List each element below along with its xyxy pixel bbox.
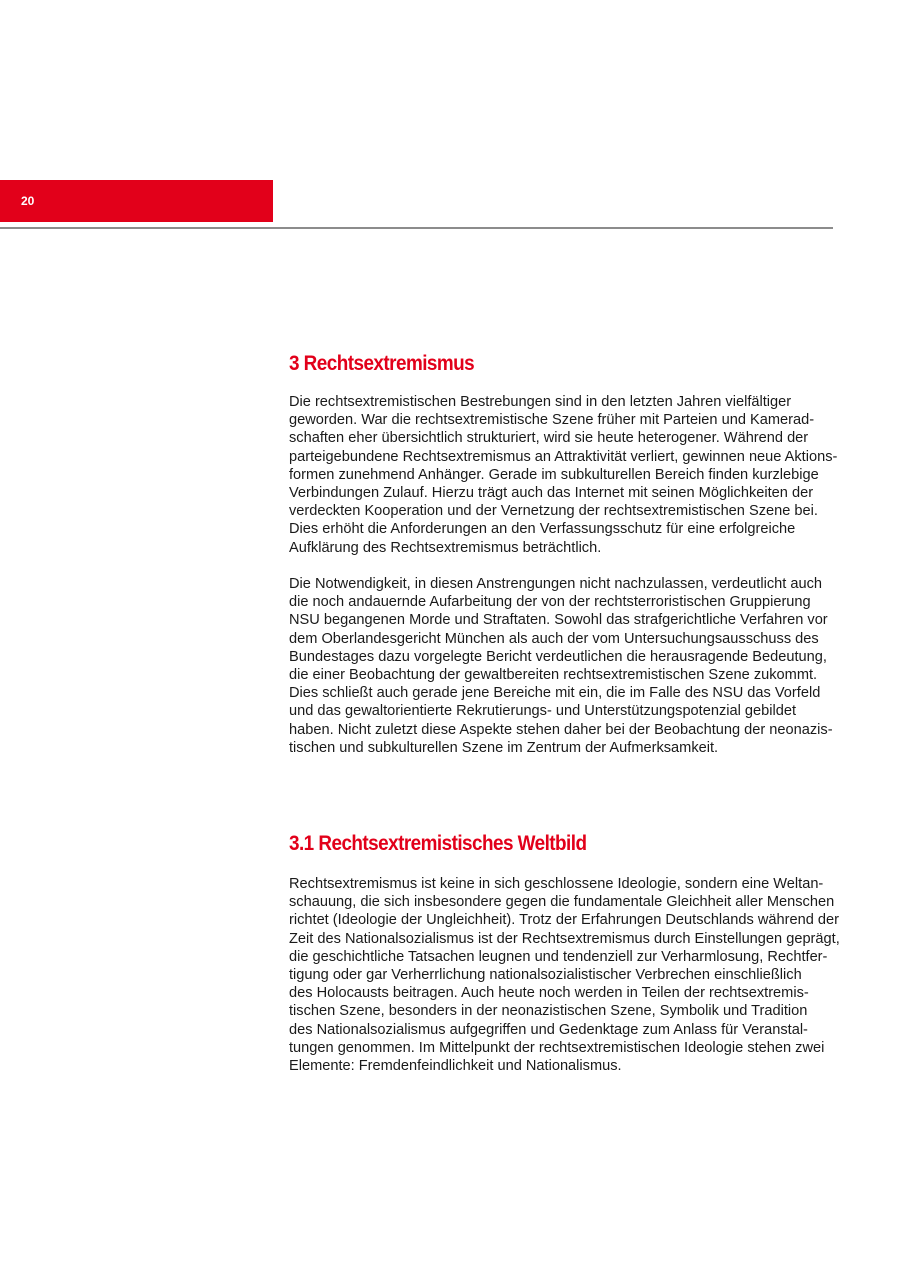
text-line: tungen genommen. Im Mittelpunkt der rechtsextremistischen Ideologie stehen zwei: [289, 1039, 825, 1056]
text-line: tigung oder gar Verherrlichung nationalsozialistischer Verbrechen einschließlich: [289, 967, 802, 984]
text-line: Bundestages dazu vorgelegte Bericht verdeutlichen die herausragende Bedeutung,: [289, 648, 827, 665]
text-line: richtet (Ideologie der Ungleichheit). Trotz der Erfahrungen Deutschlands während der: [289, 912, 840, 929]
text-line: tischen und subkulturellen Szene im Zentrum der Aufmerksamkeit.: [289, 739, 719, 756]
text-line: verdeckten Kooperation und der Vernetzung der rechtsextremistischen Szene bei.: [289, 503, 818, 520]
text-line: geworden. War die rechtsextremistische Szene früher mit Parteien und Kamerad-: [289, 412, 815, 429]
section1-paragraph-2: [289, 575, 849, 757]
text-line: und das gewaltorientierte Rekrutierungs- und Unterstützungspotenzial gebildet: [289, 703, 797, 720]
text-line: Dies schließt auch gerade jene Bereiche mit ein, die im Falle des NSU das Vorfeld: [289, 685, 821, 702]
text-line: Die rechtsextremistischen Bestrebungen sind in den letzten Jahren vielfältiger: [289, 394, 792, 410]
header-rule: [0, 227, 833, 229]
text-line: des Nationalsozialismus aufgegriffen und Gedenktage zum Anlass für Veranstal-: [289, 1021, 808, 1038]
text-line: die noch andauernde Aufarbeitung der von der rechtsterroristischen Gruppierung: [289, 594, 811, 611]
text-line: die einer Beobachtung der gewaltbereiten rechtsextremistischen Szene zukommt.: [289, 667, 818, 684]
text-line: schaften eher übersichtlich strukturiert, wird sie heute heterogener. Während der: [289, 430, 809, 447]
text-line: Elemente: Fremdenfeindlichkeit und Nationalismus.: [289, 1058, 622, 1075]
section-heading-rechtsextremismus: 3 Rechtsextremismus: [289, 352, 475, 375]
text-line: parteigebundene Rechtsextremismus an Attraktivität verliert, gewinnen neue Aktions-: [289, 448, 838, 465]
text-line: Rechtsextremismus ist keine in sich geschlossene Ideologie, sondern eine Weltan-: [289, 876, 824, 892]
text-line: die geschichtliche Tatsachen leugnen und tendenziell zur Verharmlosung, Rechtfer-: [289, 948, 828, 965]
text-line: formen zunehmend Anhänger. Gerade im subkulturellen Bereich finden kurzlebige: [289, 466, 819, 483]
section2-paragraph-1: [289, 875, 849, 1075]
text-line: dem Oberlandesgericht München als auch der vom Untersuchungsausschuss des: [289, 630, 819, 647]
section-heading-weltbild: 3.1 Rechtsextremistisches Weltbild: [289, 832, 587, 855]
text-line: Die Notwendigkeit, in diesen Anstrengungen nicht nachzulassen, verdeutlicht auch: [289, 576, 823, 592]
text-line: tischen Szene, besonders in der neonazistischen Szene, Symbolik und Tradition: [289, 1003, 808, 1020]
text-line: Aufklärung des Rechtsextremismus beträchtlich.: [289, 539, 602, 556]
text-line: Zeit des Nationalsozialismus ist der Rechtsextremismus durch Einstellungen geprägt,: [289, 930, 840, 947]
text-line: NSU begangenen Morde und Straftaten. Sowohl das strafgerichtliche Verfahren vor: [289, 612, 828, 629]
text-line: haben. Nicht zuletzt diese Aspekte stehen daher bei der Beobachtung der neonazis-: [289, 721, 833, 738]
text-line: schauung, die sich insbesondere gegen die fundamentale Gleichheit aller Menschen: [289, 894, 835, 911]
text-line: des Holocausts beitragen. Auch heute noch werden in Teilen der rechtsextremis-: [289, 985, 809, 1002]
text-line: Verbindungen Zulauf. Hierzu trägt auch das Internet mit seinen Möglichkeiten der: [289, 485, 814, 502]
page-number-tab: [0, 180, 273, 222]
section1-paragraph-1: [289, 393, 849, 557]
page-number: 20: [21, 194, 35, 208]
text-line: Dies erhöht die Anforderungen an den Verfassungsschutz für eine erfolgreiche: [289, 521, 796, 538]
